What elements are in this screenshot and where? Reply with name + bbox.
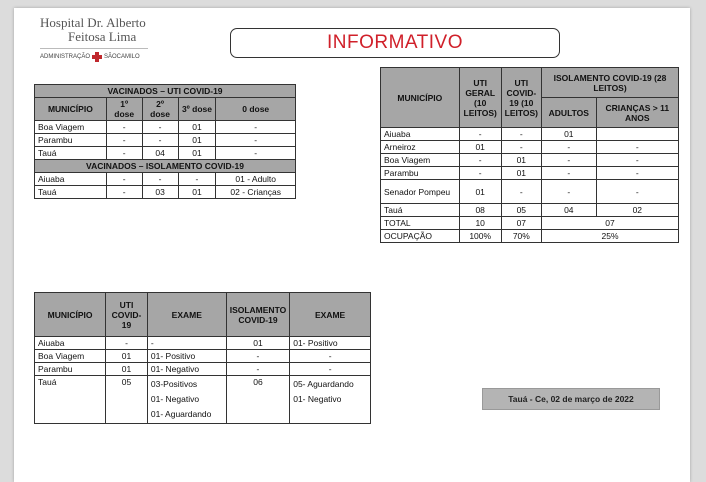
table-row — [35, 121, 296, 134]
cell: - — [142, 173, 178, 186]
exams-table — [34, 292, 371, 424]
administration-line — [40, 52, 160, 62]
cell: 01 — [178, 186, 216, 199]
table-row — [35, 147, 296, 160]
cell: Parambu — [35, 134, 107, 147]
cell: 01- Negativo — [147, 363, 226, 376]
vac-header: 2º dose — [142, 98, 178, 121]
table-row — [35, 134, 296, 147]
cell: - — [596, 167, 678, 180]
cell: - — [142, 134, 178, 147]
cell: Tauá — [35, 186, 107, 199]
cell: Boa Viagem — [35, 350, 106, 363]
table-row — [35, 376, 371, 424]
cell: - — [216, 147, 296, 160]
exam-header: ISOLAMENTO COVID-19 — [226, 293, 290, 337]
cell: 05 — [106, 376, 148, 424]
cell: 06 — [226, 376, 290, 424]
cell: 25% — [542, 230, 679, 243]
cell: - — [596, 154, 678, 167]
cell: - — [596, 141, 678, 154]
cell: Tauá — [35, 376, 106, 424]
cell: Senador Pompeu — [381, 180, 460, 204]
cell: - — [459, 128, 501, 141]
cell: 02 — [596, 204, 678, 217]
exam-header: EXAME — [290, 293, 371, 337]
cell: 100% — [459, 230, 501, 243]
cell: - — [596, 180, 678, 204]
cell: 07 — [542, 217, 679, 230]
cell: 01- Positivo — [147, 350, 226, 363]
cell: 01 — [178, 134, 216, 147]
date-label: Tauá - Ce, 02 de março de 2022 — [482, 388, 660, 410]
logo-divider — [40, 48, 148, 49]
logo-line-1: Hospital Dr. Alberto — [40, 15, 146, 30]
cell: OCUPAÇÃO — [381, 230, 460, 243]
cell: - — [226, 363, 290, 376]
cell: 01 — [178, 121, 216, 134]
table-row — [35, 363, 371, 376]
informativo-banner: INFORMATIVO — [230, 28, 560, 58]
occ-header-uti-covid: UTI COVID-19 (10 LEITOS) — [501, 68, 541, 128]
exam-line: 01- Negativo — [293, 394, 342, 404]
exam-header: UTI COVID-19 — [106, 293, 148, 337]
cell: - — [501, 180, 541, 204]
cell: Tauá — [381, 204, 460, 217]
occ-header-adultos: ADULTOS — [542, 98, 597, 128]
cell: - — [142, 121, 178, 134]
table-row — [381, 154, 679, 167]
occ-header-isolamento: ISOLAMENTO COVID-19 (28 LEITOS) — [542, 68, 679, 98]
cell: 01 — [542, 128, 597, 141]
cell: - — [147, 337, 226, 350]
cell-multiline — [290, 376, 371, 424]
cell: 03 — [142, 186, 178, 199]
cell: 01- Positivo — [290, 337, 371, 350]
table-row — [35, 186, 296, 199]
cell: - — [178, 173, 216, 186]
cell: 01 — [501, 167, 541, 180]
cell: - — [290, 350, 371, 363]
cell: - — [216, 134, 296, 147]
exam-line: 01- Aguardando — [150, 409, 212, 419]
ocupacao-row — [381, 230, 679, 243]
cell: Parambu — [35, 363, 106, 376]
cell: 01 — [226, 337, 290, 350]
cell-multiline — [147, 376, 226, 424]
vac-header: 1º dose — [106, 98, 142, 121]
admin-label: ADMINISTRAÇÃO — [40, 54, 91, 60]
hospital-logo — [40, 16, 160, 62]
cell: Boa Viagem — [35, 121, 107, 134]
table-row — [381, 141, 679, 154]
cell: - — [459, 154, 501, 167]
vac-header: 3º dose — [178, 98, 216, 121]
cell: Parambu — [381, 167, 460, 180]
cell: 01 — [501, 154, 541, 167]
cell: 01 — [459, 141, 501, 154]
cell: 02 - Crianças — [216, 186, 296, 199]
exam-header: MUNICÍPIO — [35, 293, 106, 337]
cell: 05 — [501, 204, 541, 217]
vac-header: MUNICÍPIO — [35, 98, 107, 121]
cell: 01 — [459, 180, 501, 204]
table-row — [35, 337, 371, 350]
red-cross-icon — [92, 52, 102, 62]
table-row — [381, 180, 679, 204]
vaccination-table — [34, 84, 296, 199]
cell: - — [542, 167, 597, 180]
cell: Arneiroz — [381, 141, 460, 154]
cell: 07 — [501, 217, 541, 230]
table-row — [381, 204, 679, 217]
cell: 70% — [501, 230, 541, 243]
cell: 04 — [542, 204, 597, 217]
admin-org: SÃOCAMILO — [104, 54, 140, 60]
cell — [596, 128, 678, 141]
cell: Aiuaba — [381, 128, 460, 141]
cell: - — [542, 141, 597, 154]
occ-header-municipio: MUNICÍPIO — [381, 68, 460, 128]
logo-line-2: Feitosa Lima — [68, 29, 137, 44]
table-row — [35, 350, 371, 363]
exam-line: 05- Aguardando — [293, 379, 354, 389]
vac-header: 0 dose — [216, 98, 296, 121]
cell: - — [542, 154, 597, 167]
cell: Tauá — [35, 147, 107, 160]
cell: 10 — [459, 217, 501, 230]
cell: - — [501, 141, 541, 154]
occ-header-criancas: CRIANÇAS > 11 ANOS — [596, 98, 678, 128]
cell: TOTAL — [381, 217, 460, 230]
cell: 01 — [106, 363, 148, 376]
occupancy-table — [380, 67, 679, 243]
table-row — [35, 173, 296, 186]
cell: - — [106, 134, 142, 147]
cell: - — [459, 167, 501, 180]
table-row — [381, 167, 679, 180]
cell: - — [106, 147, 142, 160]
cell: Aiuaba — [35, 337, 106, 350]
exam-line: 03-Positivos — [150, 379, 198, 389]
cell: - — [542, 180, 597, 204]
document-page — [14, 8, 690, 482]
exam-header: EXAME — [147, 293, 226, 337]
occ-header-uti-geral: UTI GERAL (10 LEITOS) — [459, 68, 501, 128]
cell: Aiuaba — [35, 173, 107, 186]
cell: - — [106, 337, 148, 350]
cell: 01 - Adulto — [216, 173, 296, 186]
vac-uti-title: VACINADOS – UTI COVID-19 — [35, 85, 296, 98]
cell: - — [106, 186, 142, 199]
cell: - — [501, 128, 541, 141]
total-row — [381, 217, 679, 230]
table-row — [381, 128, 679, 141]
cell: 01 — [106, 350, 148, 363]
cell: - — [290, 363, 371, 376]
cell: - — [226, 350, 290, 363]
cell: - — [106, 173, 142, 186]
cell: 04 — [142, 147, 178, 160]
cell: - — [216, 121, 296, 134]
cell: 08 — [459, 204, 501, 217]
vac-iso-title: VACINADOS – ISOLAMENTO COVID-19 — [35, 160, 296, 173]
cell: - — [106, 121, 142, 134]
cell: 01 — [178, 147, 216, 160]
exam-line: 01- Negativo — [150, 394, 200, 404]
cell: Boa Viagem — [381, 154, 460, 167]
